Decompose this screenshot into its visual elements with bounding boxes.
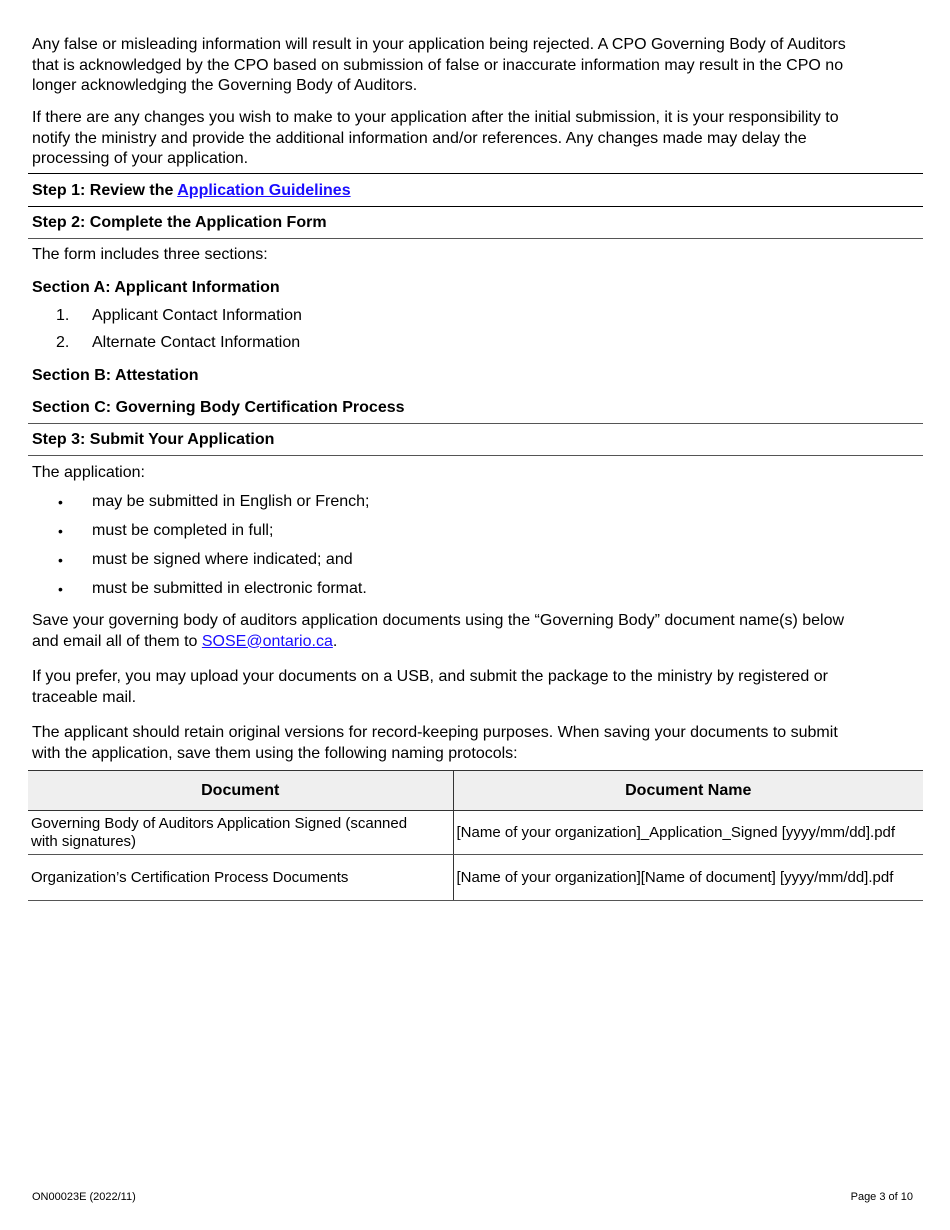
bullet-label: must be submitted in electronic format.	[92, 580, 367, 597]
text-line: Any false or misleading information will result in your application being rejected. A CPO Governing Body of Auditors	[32, 36, 846, 53]
page-number: Page 3 of 10	[850, 1191, 913, 1203]
false-information-paragraph	[32, 35, 912, 97]
section-a-heading: Section A: Applicant Information	[32, 279, 280, 296]
section-c-heading: Section C: Governing Body Certification Process	[32, 399, 405, 416]
table-row	[28, 811, 923, 855]
table-row	[28, 855, 923, 901]
application-guidelines-link[interactable]: Application Guidelines	[177, 182, 351, 199]
form-sections-intro: The form includes three sections:	[32, 246, 268, 263]
text-line: notify the ministry and provide the additional information and/or references. Any changes made may delay the	[32, 129, 807, 147]
document-naming-table	[28, 770, 923, 901]
bullet-icon: •	[58, 494, 63, 510]
document-cell	[28, 855, 453, 901]
bullet-icon: •	[58, 581, 63, 597]
form-code: ON00023E (2022/11)	[32, 1191, 136, 1203]
text-line: processing of your application.	[32, 150, 249, 167]
text-fragment: .	[332, 632, 338, 650]
document-cell	[28, 811, 453, 855]
divider	[28, 455, 923, 456]
bullet-icon: •	[58, 523, 63, 539]
bullet-label: must be completed in full;	[92, 522, 274, 539]
list-item-label: Alternate Contact Information	[92, 334, 301, 351]
section-b-heading: Section B: Attestation	[32, 367, 199, 384]
text-line: The applicant should retain original versions for record-keeping purposes. When saving your documents to submit	[32, 724, 838, 741]
bullet-label: must be signed where indicated; and	[92, 551, 353, 568]
bullet-label: may be submitted in English or French;	[92, 493, 370, 510]
divider	[28, 238, 923, 239]
bullet-item	[32, 550, 912, 570]
text-fragment: and email all of them to	[32, 632, 202, 650]
list-number: 2.	[56, 334, 70, 351]
numbered-list-item	[32, 333, 912, 353]
divider	[28, 423, 923, 424]
text-line	[32, 632, 912, 653]
email-link[interactable]: SOSE@ontario.ca	[201, 632, 333, 650]
divider	[28, 173, 923, 174]
usb-paragraph	[32, 667, 912, 708]
save-documents-paragraph	[32, 611, 912, 652]
list-item-label: Applicant Contact Information	[92, 307, 302, 324]
list-number: 1.	[56, 307, 70, 324]
column-header-document-name: Document Name	[453, 771, 923, 811]
text-line: traceable mail.	[32, 688, 137, 706]
step1-prefix: Step 1: Review the	[32, 182, 178, 199]
step1-heading	[32, 181, 912, 202]
divider	[28, 206, 923, 207]
changes-paragraph	[32, 108, 912, 170]
text-line: with signatures)	[31, 832, 137, 850]
document-name-cell: [Name of your organization][Name of document] [yyyy/mm/dd].pdf	[453, 855, 923, 901]
text-line: If you prefer, you may upload your documents on a USB, and submit the package to the ministry by registered or	[32, 668, 828, 685]
text-line: Governing Body of Auditors Application Signed (scanned	[31, 814, 408, 832]
bullet-icon: •	[58, 552, 63, 568]
bullet-item	[32, 521, 912, 541]
bullet-item	[32, 579, 912, 599]
text-line: with the application, save them using the following naming protocols:	[32, 744, 518, 762]
text-line: Organization’s Certification Process Documents	[31, 868, 349, 886]
text-line: Save your governing body of auditors application documents using the “Governing Body” document name(s) below	[32, 612, 845, 629]
document-name-cell: [Name of your organization]_Application_Signed [yyyy/mm/dd].pdf	[453, 811, 923, 855]
step2-heading: Step 2: Complete the Application Form	[32, 214, 327, 231]
step3-heading: Step 3: Submit Your Application	[32, 431, 275, 448]
text-line: If there are any changes you wish to make to your application after the initial submission, it is your responsibility to	[32, 109, 839, 126]
numbered-list-item	[32, 306, 912, 326]
table-header-row	[28, 771, 923, 811]
text-line: that is acknowledged by the CPO based on submission of false or inaccurate information may result in the CPO no	[32, 56, 844, 74]
retain-originals-paragraph	[32, 723, 912, 764]
column-header-document: Document	[28, 771, 453, 811]
text-line: longer acknowledging the Governing Body of Auditors.	[32, 77, 418, 94]
application-intro: The application:	[32, 464, 145, 481]
bullet-item	[32, 492, 912, 512]
